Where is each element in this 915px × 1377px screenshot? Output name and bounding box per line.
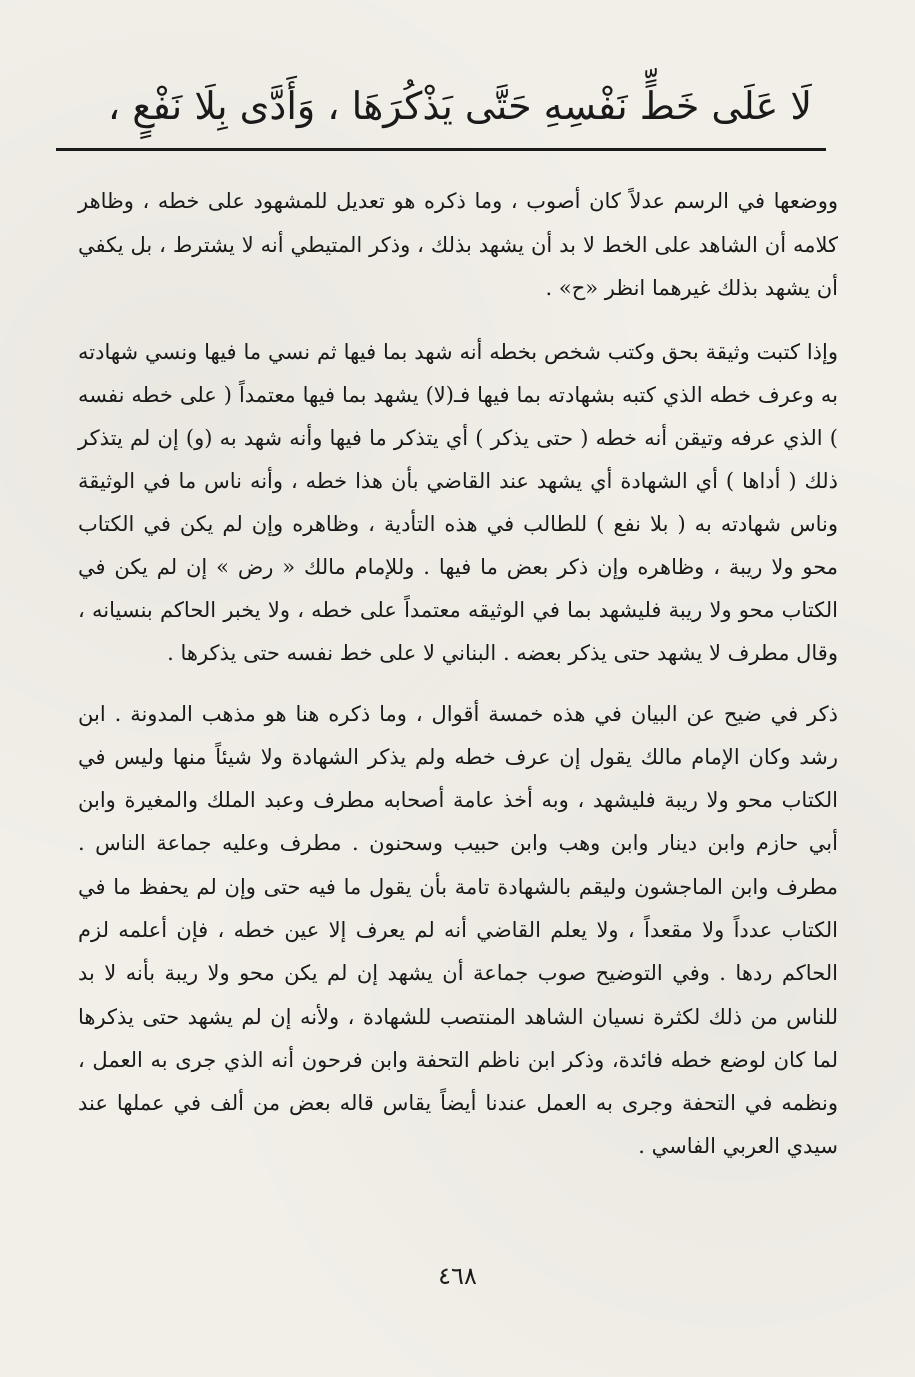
- commentary-body: [78, 180, 838, 1189]
- verse-heading: لَا عَلَى خَطٍّ نَفْسِهِ حَتَّى يَذْكُرَهَا ، وَأَدَّى بِلَا نَفْعٍ ،: [107, 84, 813, 128]
- paragraph-3: ذكر في ضيح عن البيان في هذه خمسة أقوال ، وما ذكره هنا هو مذهب المدونة . ابن رشد وكان الإمام مالك يقول إن عرف خطه ولم يذكر الشهادة ولا شيئاً منها وليس في الكتاب محو ولا ريبة فليشهد ، وبه أخذ عامة أصحابه مطرف وعبد الملك والمغيرة وابن أبي حازم وابن دينار وابن وهب وابن حبيب وسحنون . مطرف وعليه جماعة الناس . مطرف وابن الماجشون وليقم بالشهادة تامة بأن يقول ما فيه حتى وإن لم يحفظ ما في الكتاب عدداً ولا مقعداً ، ولا يعلم القاضي أنه لم يعرف إلا عين خطه ، فإن أعلمه لزم الحاكم ردها . وفي التوضيح صوب جماعة أن يشهد إن لم يكن محو ولا ريبة بأنه لا بد للناس من ذلك لكثرة نسيان الشاهد المنتصب للشهادة ، ولأنه إن لم يشهد حتى يذكرها لما كان لوضع خطه فائدة، وذكر ابن ناظم التحفة وابن فرحون أنه الذي جرى به العمل ، ونظمه في التحفة وجرى به العمل عندنا أيضاً يقاس قاله بعض من ألف في عملها عند سيدي العربي الفاسي .: [78, 701, 838, 1159]
- paragraph-1: ووضعها في الرسم عدلاً كان أصوب ، وما ذكره هو تعديل للمشهود على خطه ، وظاهر كلامه أن الشاهد على الخط لا بد أن يشهد بذلك ، وذكر المتيطي أنه لا يشترط ، بل يكفي أن يشهد بذلك غيرهما انظر «ح» .: [78, 189, 838, 300]
- paragraph-2: وإذا كتبت وثيقة بحق وكتب شخص بخطه أنه شهد بما فيها ثم نسي ما فيها ونسي شهادته به وعرف خطه الذي كتبه بشهادته بما فيها فـ(لا) يشهد بما فيها معتمداً ( على خطه نفسه ) الذي عرفه وتيقن أنه خطه ( حتى يذكر ) أي يتذكر ما فيها وأنه شهد به (و) إن لم يتذكر ذلك ( أداها ) أي الشهادة أي يشهد عند القاضي بأن هذا خطه ، وأنه ناس ما في الوثيقة وناس شهادته به ( بلا نفع ) للطالب في هذه التأدية ، وظاهره وإن لم يكن في الكتاب محو ولا ريبة ، وظاهره وإن ذكر بعض ما فيها . وللإمام مالك « رض » إن لم يكن في الكتاب محو ولا ريبة فليشهد بما في الوثيقه معتمداً على خطه ، ولا يخبر الحاكم بنسيانه ، وقال مطرف لا يشهد حتى يذكر بعضه . البناني لا على خط نفسه حتى يذكرها .: [78, 339, 838, 665]
- header-divider: [56, 148, 826, 151]
- page-number: ٤٦٨: [438, 1262, 477, 1290]
